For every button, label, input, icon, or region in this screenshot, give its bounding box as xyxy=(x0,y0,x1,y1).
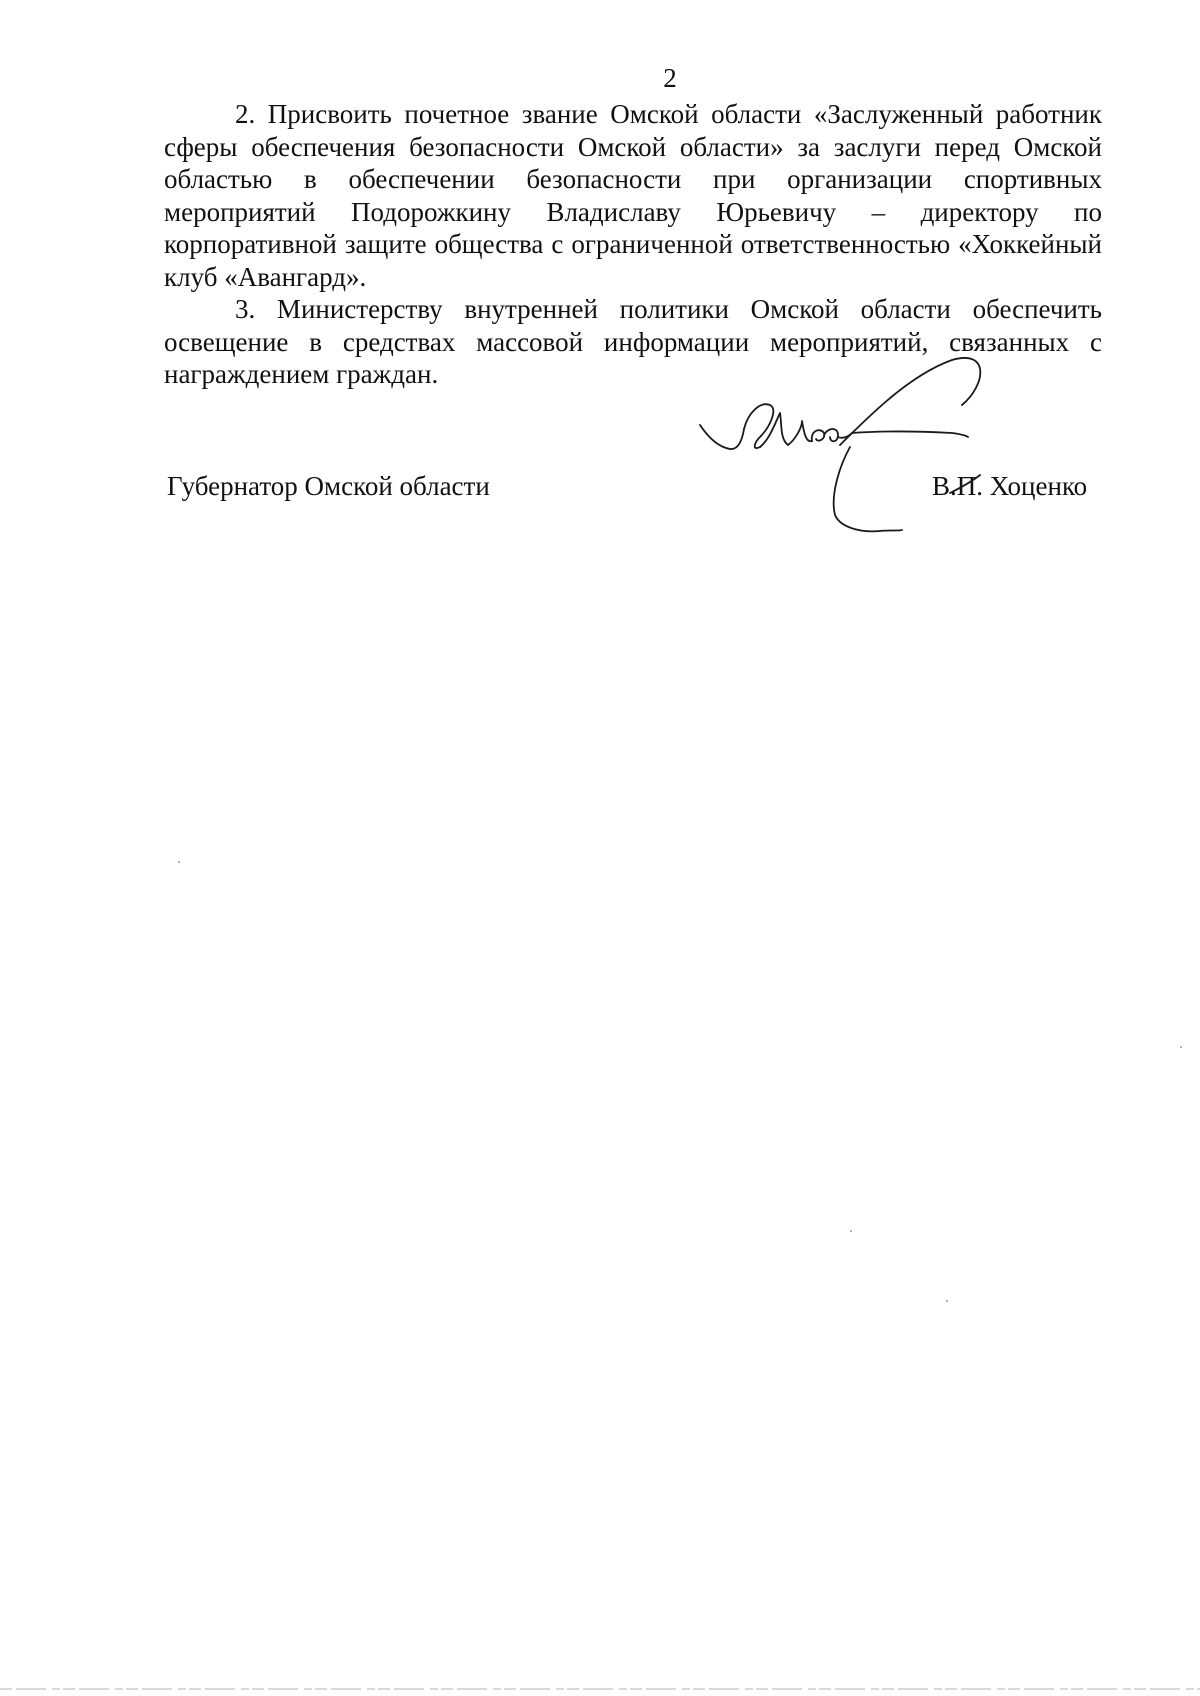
scan-speck xyxy=(1180,1046,1182,1048)
scan-speck xyxy=(178,861,180,863)
page-number: 2 xyxy=(663,63,677,93)
signature-block xyxy=(0,468,1200,508)
document-body xyxy=(164,98,1102,391)
signer-position: Губернатор Омской области xyxy=(167,471,490,501)
paragraph-2: 2. Присвоить почетное звание Омской области «Заслуженный работник сферы обеспечения безопасности Омской области» за заслуги перед Омской областью в обеспечении безопасности при организации спортивных мероприятий Подорожкину Владиславу Юрьевичу – директору по корпоративной защите общества с ограниченной ответственностью «Хоккейный клуб «Авангард». xyxy=(164,99,1102,292)
scan-bottom-edge xyxy=(0,1688,1200,1690)
signer-name: В.П. Хоценко xyxy=(932,471,1088,501)
scan-speck xyxy=(946,1300,948,1302)
paragraph-3: 3. Министерству внутренней политики Омской области обеспечить освещение в средствах массовой информации мероприятий, связанных с награждением граждан. xyxy=(164,294,1102,389)
scan-speck xyxy=(850,1230,852,1232)
